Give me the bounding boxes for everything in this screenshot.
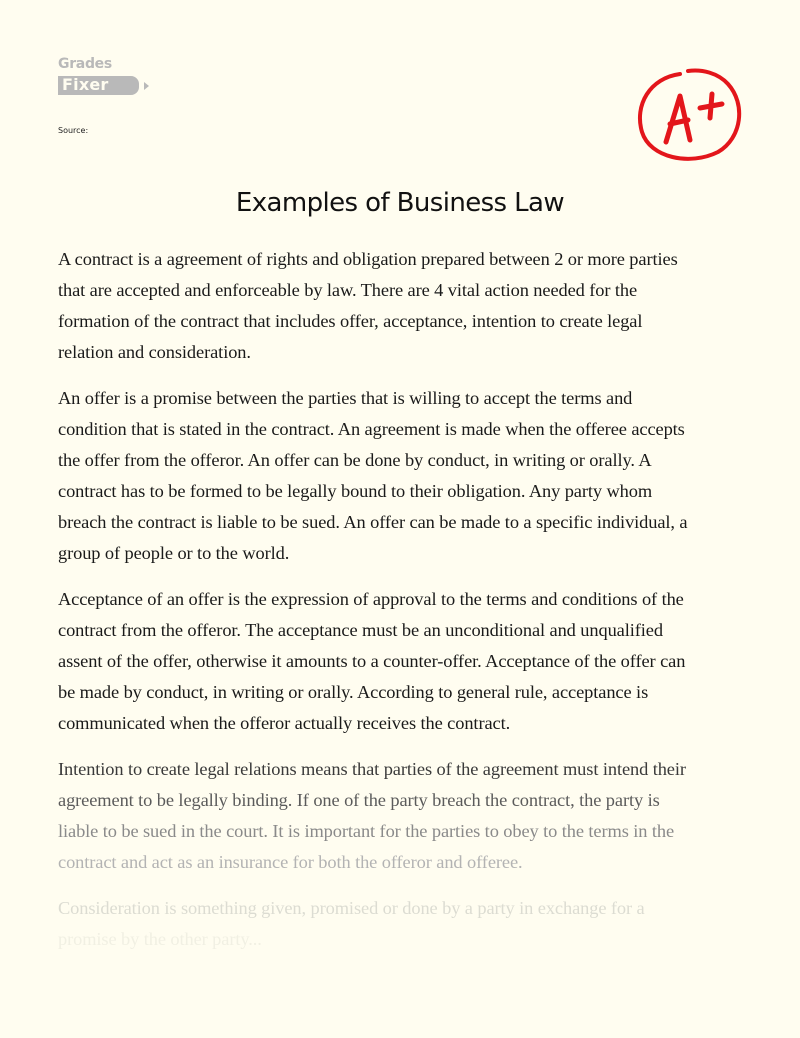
text-line: condition that is stated in the contract. An agreement is made when the offeree accepts bbox=[58, 419, 685, 439]
text-line: group of people or to the world. bbox=[58, 543, 290, 563]
paragraph-acceptance bbox=[58, 584, 748, 739]
text-line: relation and consideration. bbox=[58, 342, 251, 362]
document-title: Examples of Business Law bbox=[235, 188, 565, 218]
gradesfixer-logo[interactable] bbox=[57, 56, 157, 100]
logo-fixer-badge bbox=[58, 76, 139, 95]
text-line: A contract is a agreement of rights and obligation prepared between 2 or more parties bbox=[58, 249, 678, 269]
text-line: Consideration is something given, promised or done by a party in exchange for a bbox=[58, 898, 645, 918]
logo-text-fixer: Fixer bbox=[62, 75, 109, 94]
text-line: Acceptance of an offer is the expression of approval to the terms and conditions of the bbox=[58, 589, 684, 609]
text-line: promise by the other party... bbox=[58, 929, 262, 949]
text-line: be made by conduct, in writing or orally. According to general rule, acceptance is bbox=[58, 682, 649, 702]
paragraph-offer bbox=[58, 383, 748, 569]
a-plus-grade-circle-icon bbox=[630, 60, 750, 170]
text-line: agreement to be legally binding. If one of the party breach the contract, the party is bbox=[58, 790, 660, 810]
text-line: breach the contract is liable to be sued. An offer can be made to a specific individual, a bbox=[58, 512, 688, 532]
text-line: Intention to create legal relations means that parties of the agreement must intend their bbox=[58, 759, 686, 779]
paragraph-intention bbox=[58, 754, 748, 878]
text-line: that are accepted and enforceable by law. There are 4 vital action needed for the bbox=[58, 280, 638, 300]
document-body bbox=[58, 244, 748, 970]
logo-text-grades: Grades bbox=[58, 56, 112, 72]
text-line: contract has to be formed to be legally bound to their obligation. Any party whom bbox=[58, 481, 653, 501]
text-line: communicated when the offeror actually receives the contract. bbox=[58, 713, 511, 733]
text-line: formation of the contract that includes offer, acceptance, intention to create legal bbox=[58, 311, 643, 331]
text-line: contract and act as an insurance for both the offeror and offeree. bbox=[58, 852, 523, 872]
source-label: Source: bbox=[58, 126, 89, 135]
paragraph-contract-definition bbox=[58, 244, 748, 368]
paragraph-consideration-faded bbox=[58, 893, 748, 955]
text-line: the offer from the offeror. An offer can be done by conduct, in writing or orally. A bbox=[58, 450, 652, 470]
text-line: An offer is a promise between the parties that is willing to accept the terms and bbox=[58, 388, 633, 408]
text-line: assent of the offer, otherwise it amounts to a counter-offer. Acceptance of the offer can bbox=[58, 651, 686, 671]
text-line: liable to be sued in the court. It is important for the parties to obey to the terms in the bbox=[58, 821, 675, 841]
play-arrow-icon bbox=[144, 82, 149, 90]
text-line: contract from the offeror. The acceptance must be an unconditional and unqualified bbox=[58, 620, 663, 640]
